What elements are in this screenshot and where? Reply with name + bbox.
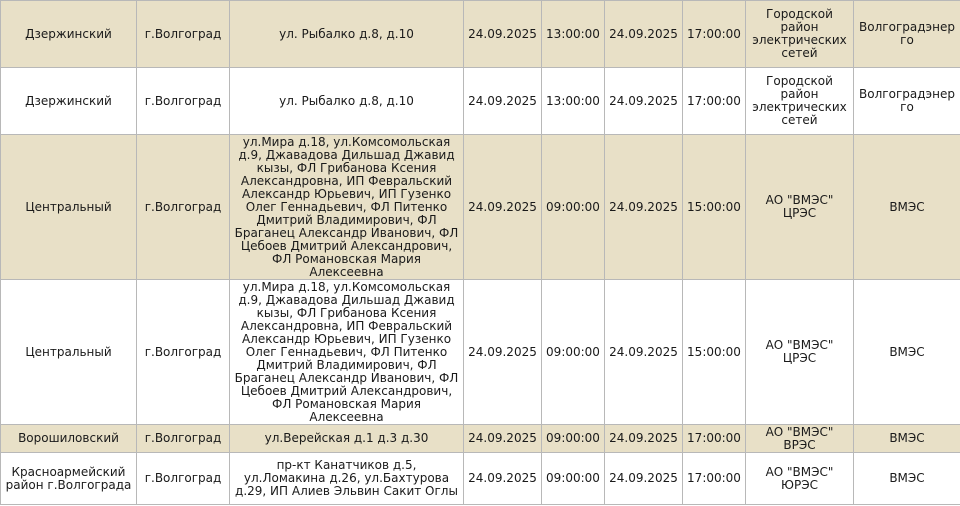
end-date-cell: 24.09.2025 <box>605 425 683 453</box>
end-date-cell: 24.09.2025 <box>605 135 683 280</box>
district-cell: Дзержинский <box>1 68 137 135</box>
network-cell: АО "ВМЭС" ЦРЭС <box>746 135 854 280</box>
city-cell: г.Волгоград <box>137 135 230 280</box>
address-cell: ул. Рыбалко д.8, д.10 <box>230 1 464 68</box>
address-cell: ул. Рыбалко д.8, д.10 <box>230 68 464 135</box>
start-time-cell: 09:00:00 <box>542 135 605 280</box>
start-date-cell: 24.09.2025 <box>464 280 542 425</box>
start-date-cell: 24.09.2025 <box>464 68 542 135</box>
end-date-cell: 24.09.2025 <box>605 1 683 68</box>
company-cell: ВМЭС <box>854 135 960 280</box>
start-time-cell: 09:00:00 <box>542 425 605 453</box>
address-cell: пр-кт Канатчиков д.5, ул.Ломакина д.26, ул.Бахтурова д.29, ИП Алиев Эльвин Сакит Оглы <box>230 453 464 505</box>
company-cell: ВМЭС <box>854 453 960 505</box>
start-date-cell: 24.09.2025 <box>464 425 542 453</box>
network-cell: Городской район электрических сетей <box>746 68 854 135</box>
table-row <box>1 280 960 425</box>
table-row <box>1 68 960 135</box>
end-time-cell: 15:00:00 <box>683 280 746 425</box>
table-row <box>1 135 960 280</box>
end-time-cell: 15:00:00 <box>683 135 746 280</box>
network-cell: Городской район электрических сетей <box>746 1 854 68</box>
start-time-cell: 09:00:00 <box>542 280 605 425</box>
end-time-cell: 17:00:00 <box>683 1 746 68</box>
district-cell: Ворошиловский <box>1 425 137 453</box>
district-cell: Центральный <box>1 135 137 280</box>
end-time-cell: 17:00:00 <box>683 453 746 505</box>
end-date-cell: 24.09.2025 <box>605 68 683 135</box>
city-cell: г.Волгоград <box>137 425 230 453</box>
start-date-cell: 24.09.2025 <box>464 453 542 505</box>
city-cell: г.Волгоград <box>137 68 230 135</box>
network-cell: АО "ВМЭС" ЦРЭС <box>746 280 854 425</box>
end-date-cell: 24.09.2025 <box>605 453 683 505</box>
company-cell: ВМЭС <box>854 280 960 425</box>
address-cell: ул.Мира д.18, ул.Комсомольская д.9, Джавадова Дильшад Джавид кызы, ФЛ Грибанова Ксения Александровна, ИП Февральский Александр Юрьевич, ИП Гузенко Олег Геннадьевич, ФЛ Питенко Дмитрий Владимирович, ФЛ Браганец Александр Иванович, ФЛ Цебоев Дмитрий Александрович, ФЛ Романовская Мария Алексеевна <box>230 135 464 280</box>
start-time-cell: 09:00:00 <box>542 453 605 505</box>
table-row <box>1 425 960 453</box>
district-cell: Центральный <box>1 280 137 425</box>
start-time-cell: 13:00:00 <box>542 1 605 68</box>
address-cell: ул.Верейская д.1 д.3 д.30 <box>230 425 464 453</box>
city-cell: г.Волгоград <box>137 1 230 68</box>
network-cell: АО "ВМЭС" ЮРЭС <box>746 453 854 505</box>
start-date-cell: 24.09.2025 <box>464 135 542 280</box>
company-cell: ВМЭС <box>854 425 960 453</box>
end-date-cell: 24.09.2025 <box>605 280 683 425</box>
start-time-cell: 13:00:00 <box>542 68 605 135</box>
district-cell: Красноармейский район г.Волгограда <box>1 453 137 505</box>
district-cell: Дзержинский <box>1 1 137 68</box>
end-time-cell: 17:00:00 <box>683 425 746 453</box>
company-cell: Волгоградэнерго <box>854 68 960 135</box>
city-cell: г.Волгоград <box>137 453 230 505</box>
table-row <box>1 453 960 505</box>
network-cell: АО "ВМЭС" ВРЭС <box>746 425 854 453</box>
address-cell: ул.Мира д.18, ул.Комсомольская д.9, Джавадова Дильшад Джавид кызы, ФЛ Грибанова Ксения Александровна, ИП Февральский Александр Юрьевич, ИП Гузенко Олег Геннадьевич, ФЛ Питенко Дмитрий Владимирович, ФЛ Браганец Александр Иванович, ФЛ Цебоев Дмитрий Александрович, ФЛ Романовская Мария Алексеевна <box>230 280 464 425</box>
start-date-cell: 24.09.2025 <box>464 1 542 68</box>
company-cell: Волгоградэнерго <box>854 1 960 68</box>
table-row <box>1 1 960 68</box>
city-cell: г.Волгоград <box>137 280 230 425</box>
end-time-cell: 17:00:00 <box>683 68 746 135</box>
